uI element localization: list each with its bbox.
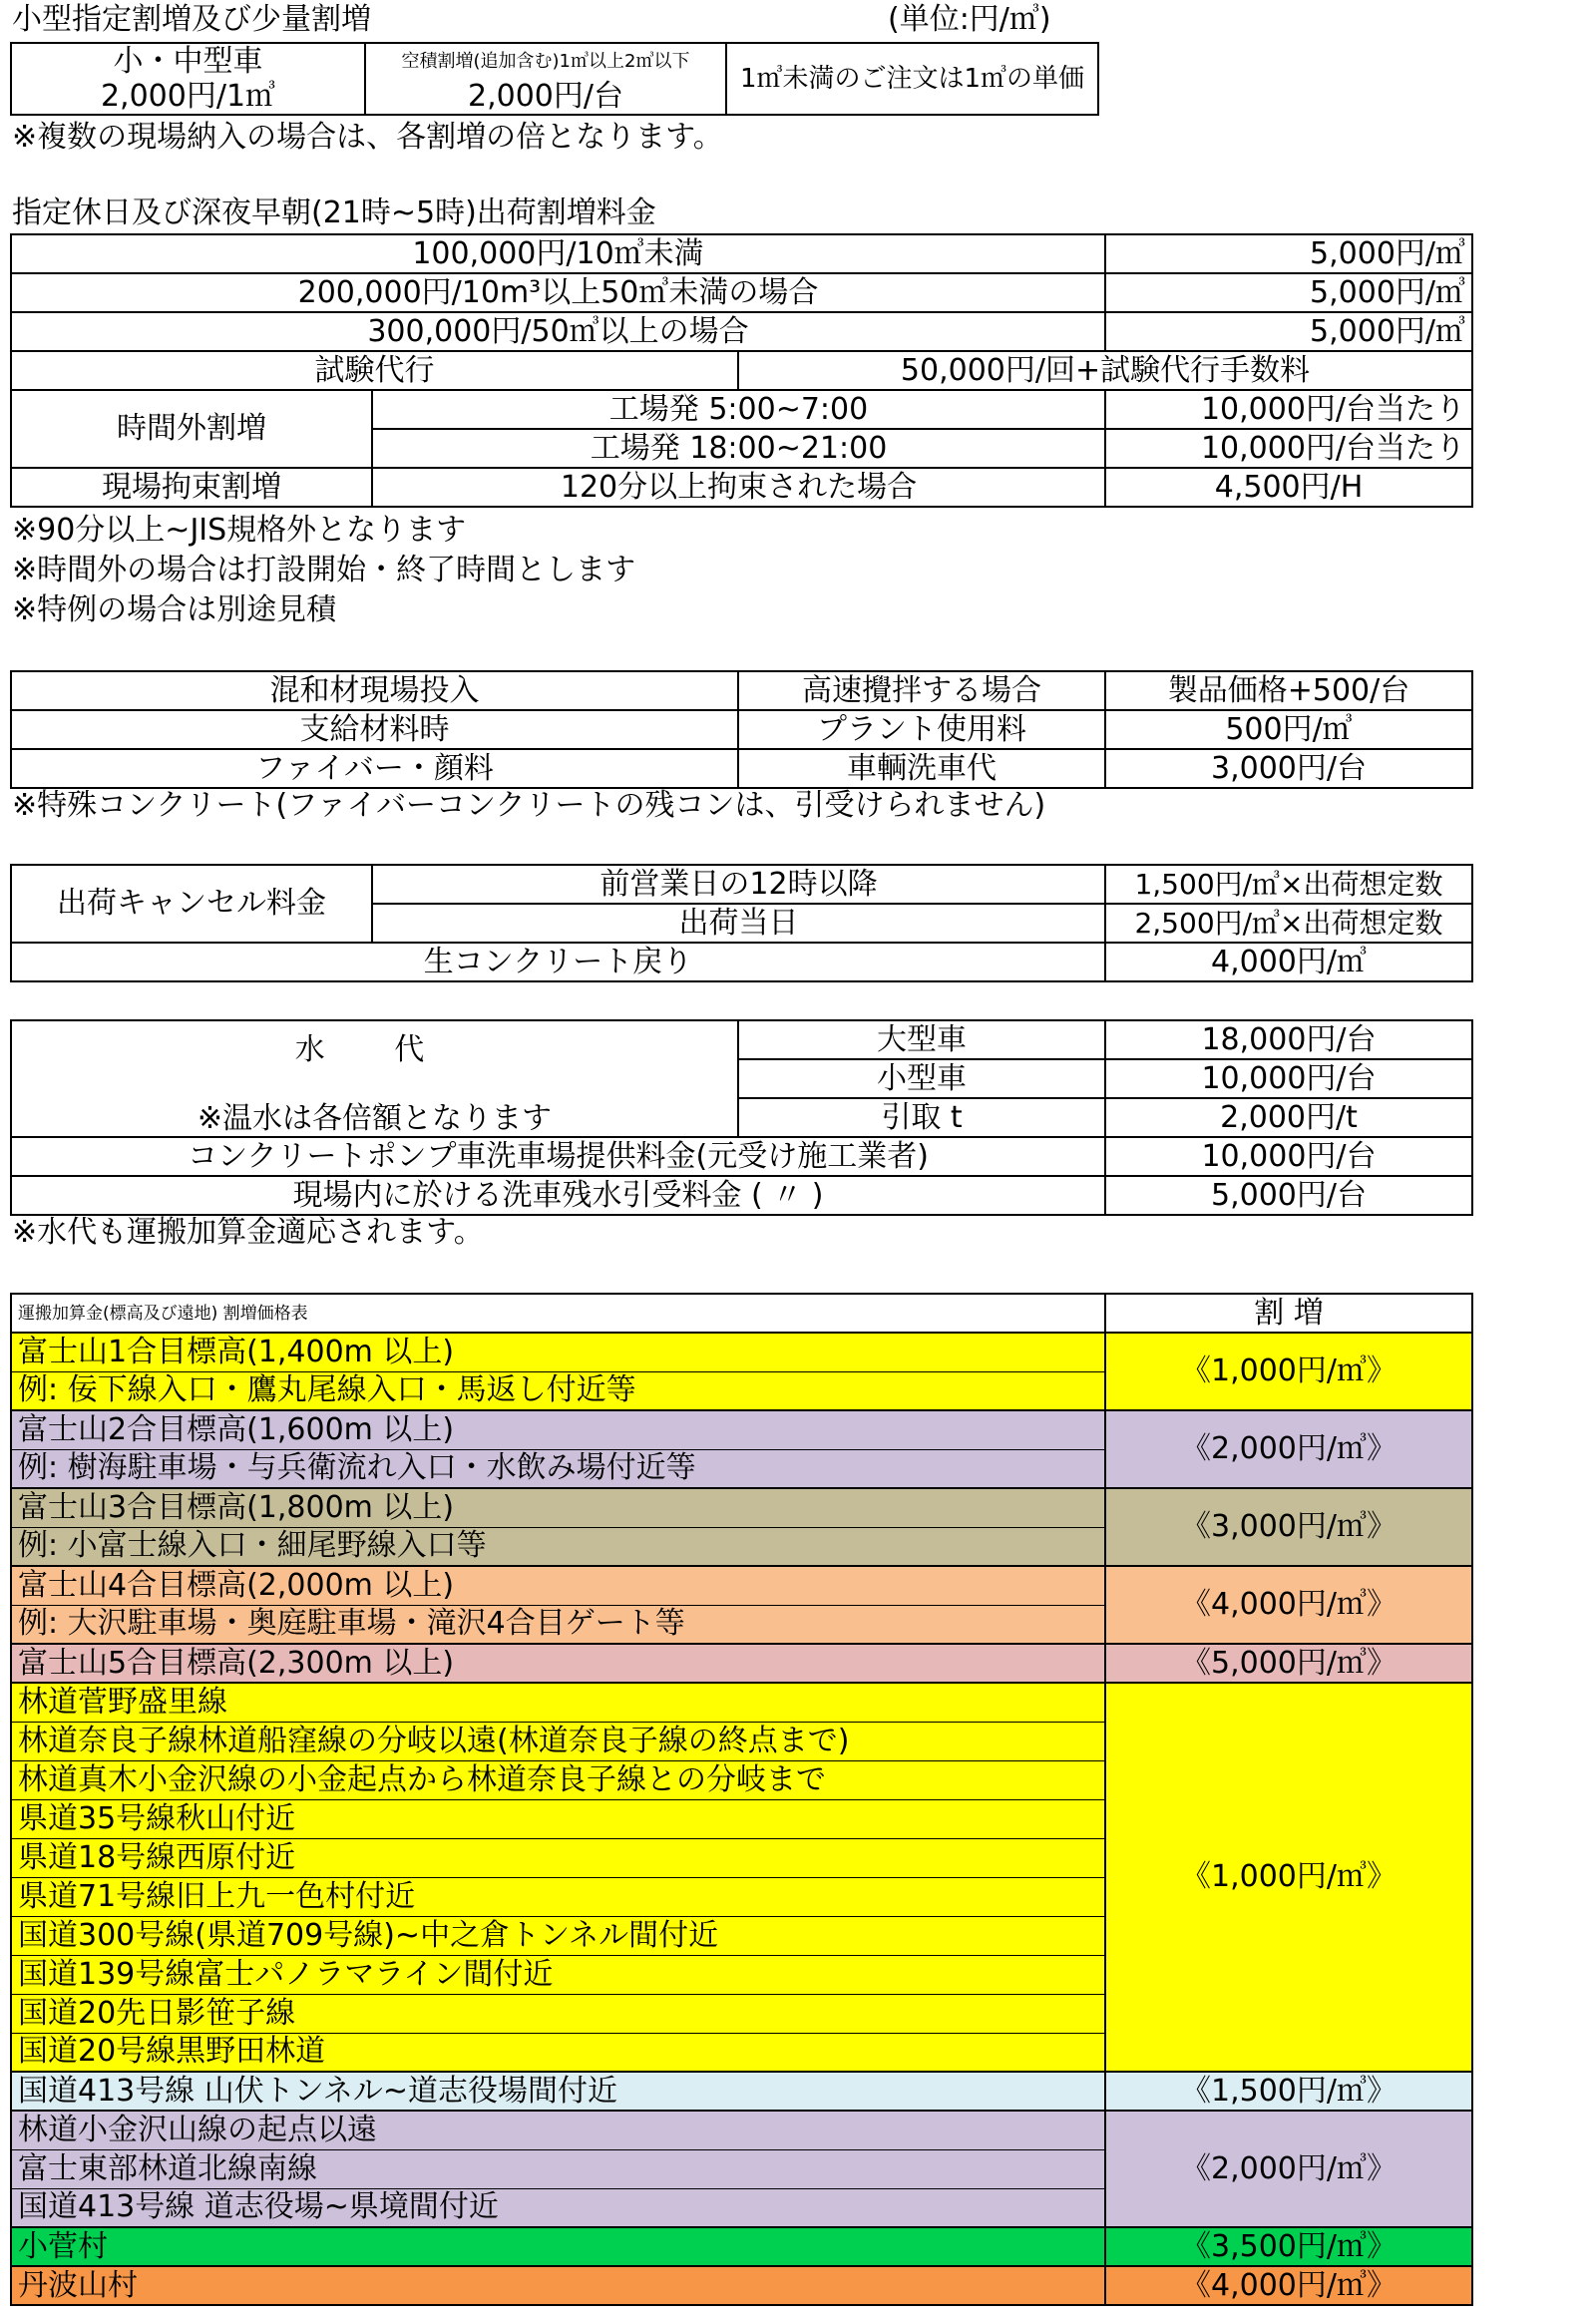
water-row-price: 10,000円/台: [1105, 1059, 1472, 1098]
test-label: 試験代行: [11, 351, 738, 390]
altitude-area: 国道300号線(県道709号線)~中之倉トンネル間付近: [11, 1916, 1105, 1955]
altitude-area: 国道20先日影笹子線: [11, 1994, 1105, 2033]
water-label: 水 代: [294, 1032, 455, 1067]
pump-label: コンクリートポンプ車洗車場提供料金(元受け施工業者): [11, 1137, 1105, 1176]
cancel-row-label: 前営業日の12時以降: [372, 865, 1105, 904]
altitude-area: 例: 小富士線入口・細尾野線入口等: [11, 1527, 1105, 1566]
altitude-price: 《2,000円/㎥》: [1105, 1410, 1472, 1488]
material-condition: 高速攪拌する場合: [738, 671, 1105, 710]
holiday-title: 指定休日及び深夜早朝(21時~5時)出荷割増料金: [12, 195, 656, 230]
water-table: [10, 1019, 1473, 1216]
overtime-label: 時間外割増: [11, 390, 372, 468]
altitude-area: 富士山3合目標高(1,800m 以上): [11, 1488, 1105, 1527]
holiday-row-label: 100,000円/10㎥未満: [11, 234, 1105, 273]
small-col1-val: 2,000円/1㎥: [11, 79, 365, 115]
altitude-area: 林道奈良子線林道船窪線の分岐以遠(林道奈良子線の終点まで): [11, 1722, 1105, 1760]
cancel-label: 出荷キャンセル料金: [11, 865, 372, 943]
small-col3: 1㎥未満のご注文は1㎥の単価: [726, 43, 1098, 115]
altitude-area: 林道小金沢山線の起点以遠: [11, 2111, 1105, 2149]
altitude-row: [11, 2072, 1472, 2111]
materials-table: [10, 670, 1473, 789]
altitude-area: 例: 佞下線入口・鷹丸尾線入口・馬返し付近等: [11, 1371, 1105, 1410]
altitude-price: 《1,000円/㎥》: [1105, 1333, 1472, 1410]
site-cond: 120分以上拘束された場合: [372, 468, 1105, 507]
altitude-area: 県道35号線秋山付近: [11, 1799, 1105, 1838]
water-note-in: ※温水は各倍額となります: [197, 1101, 553, 1136]
altitude-price: 《1,000円/㎥》: [1105, 1683, 1472, 2072]
holiday-table: [10, 233, 1473, 508]
altitude-price: 《3,000円/㎥》: [1105, 1488, 1472, 1566]
small-note: ※複数の現場納入の場合は、各割増の倍となります。: [12, 120, 723, 155]
altitude-area: 国道413号線 山伏トンネル~道志役場間付近: [11, 2072, 1105, 2111]
holiday-row-price: 5,000円/㎥: [1105, 234, 1472, 273]
altitude-area: 林道菅野盛里線: [11, 1683, 1105, 1722]
altitude-price: 《4,000円/㎥》: [1105, 1566, 1472, 1644]
wash-price: 5,000円/台: [1105, 1176, 1472, 1215]
altitude-row: [11, 1683, 1472, 1722]
altitude-body: [11, 1333, 1472, 2305]
water-row-label: 大型車: [738, 1020, 1105, 1059]
cancel-row-price: 2,500円/㎥×出荷想定数: [1105, 904, 1472, 943]
material-price: 製品価格+500/台: [1105, 671, 1472, 710]
holiday-row-price: 5,000円/㎥: [1105, 312, 1472, 351]
material-name: 支給材料時: [11, 710, 738, 749]
altitude-price: 《4,000円/㎥》: [1105, 2266, 1472, 2305]
altitude-row: [11, 2227, 1472, 2266]
altitude-header-price: 割 増: [1105, 1294, 1472, 1333]
altitude-price: 《5,000円/㎥》: [1105, 1644, 1472, 1683]
cancel-table: [10, 864, 1473, 982]
material-condition: プラント使用料: [738, 710, 1105, 749]
material-condition: 車輌洗車代: [738, 749, 1105, 788]
altitude-row: [11, 1333, 1472, 1371]
small-title: 小型指定割増及び少量割増: [12, 2, 371, 37]
holiday-row-label: 200,000円/10m³以上50㎥未満の場合: [11, 273, 1105, 312]
altitude-area: 富士山5合目標高(2,300m 以上): [11, 1644, 1105, 1683]
altitude-row: [11, 1410, 1472, 1449]
altitude-row: [11, 2266, 1472, 2305]
small-col1-head: 小・中型車: [11, 43, 365, 79]
altitude-table: [10, 1293, 1473, 2306]
return-label: 生コンクリート戻り: [11, 943, 1105, 981]
material-price: 3,000円/台: [1105, 749, 1472, 788]
small-col2-val: 2,000円/台: [365, 79, 726, 115]
return-price: 4,000円/㎥: [1105, 943, 1472, 981]
test-price: 50,000円/回+試験代行手数料: [738, 351, 1472, 390]
altitude-area: 国道413号線 道志役場~県境間付近: [11, 2188, 1105, 2227]
material-price: 500円/㎥: [1105, 710, 1472, 749]
materials-note: ※特殊コンクリート(ファイバーコンクリートの残コンは、引受けられません): [12, 788, 1046, 823]
altitude-area: 国道139号線富士パノラマライン間付近: [11, 1955, 1105, 1994]
overtime-row-label: 工場発 18:00~21:00: [372, 429, 1105, 468]
overtime-row-price: 10,000円/台当たり: [1105, 429, 1472, 468]
altitude-price: 《3,500円/㎥》: [1105, 2227, 1472, 2266]
material-name: 混和材現場投入: [11, 671, 738, 710]
altitude-area: 小菅村: [11, 2227, 1105, 2266]
water-note: ※水代も運搬加算金適応されます。: [12, 1215, 484, 1250]
altitude-price: 《2,000円/㎥》: [1105, 2111, 1472, 2227]
holiday-note: ※90分以上~JIS規格外となります: [12, 513, 467, 548]
holiday-row-label: 300,000円/50㎥以上の場合: [11, 312, 1105, 351]
water-row-price: 18,000円/台: [1105, 1020, 1472, 1059]
water-label-cell: [11, 1020, 738, 1137]
altitude-price: 《1,500円/㎥》: [1105, 2072, 1472, 2111]
unit-label: (単位:円/㎥): [888, 2, 1051, 37]
altitude-area: 丹波山村: [11, 2266, 1105, 2305]
wash-label: 現場内に於ける洗車残水引受料金 ( 〃 ): [11, 1176, 1105, 1215]
altitude-area: 林道真木小金沢線の小金起点から林道奈良子線との分岐まで: [11, 1760, 1105, 1799]
cancel-row-price: 1,500円/㎥×出荷想定数: [1105, 865, 1472, 904]
holiday-note: ※特例の場合は別途見積: [12, 592, 337, 627]
altitude-area: 国道20号線黒野田林道: [11, 2033, 1105, 2072]
water-row-label: 引取 t: [738, 1098, 1105, 1137]
altitude-row: [11, 2111, 1472, 2149]
holiday-row-price: 5,000円/㎥: [1105, 273, 1472, 312]
holiday-note: ※時間外の場合は打設開始・終了時間とします: [12, 553, 636, 587]
small-surcharge-table: [10, 42, 1099, 116]
site-label: 現場拘束割増: [11, 468, 372, 507]
cancel-row-label: 出荷当日: [372, 904, 1105, 943]
altitude-row: [11, 1644, 1472, 1683]
altitude-row: [11, 1488, 1472, 1527]
overtime-row-price: 10,000円/台当たり: [1105, 390, 1472, 429]
site-price: 4,500円/H: [1105, 468, 1472, 507]
altitude-area: 例: 樹海駐車場・与兵衛流れ入口・水飲み場付近等: [11, 1449, 1105, 1488]
altitude-area: 富士山2合目標高(1,600m 以上): [11, 1410, 1105, 1449]
water-row-label: 小型車: [738, 1059, 1105, 1098]
pump-price: 10,000円/台: [1105, 1137, 1472, 1176]
altitude-area: 県道18号線西原付近: [11, 1838, 1105, 1877]
altitude-area: 富士東部林道北線南線: [11, 2149, 1105, 2188]
material-name: ファイバー・顔料: [11, 749, 738, 788]
water-row-price: 2,000円/t: [1105, 1098, 1472, 1137]
small-col2-head: 空積割増(追加含む)1㎥以上2㎥以下: [365, 43, 726, 79]
altitude-area: 例: 大沢駐車場・奥庭駐車場・滝沢4合目ゲート等: [11, 1605, 1105, 1644]
altitude-area: 県道71号線旧上九一色村付近: [11, 1877, 1105, 1916]
altitude-row: [11, 1566, 1472, 1605]
altitude-area: 富士山1合目標高(1,400m 以上): [11, 1333, 1105, 1371]
overtime-row-label: 工場発 5:00~7:00: [372, 390, 1105, 429]
altitude-header-label: 運搬加算金(標高及び遠地) 割増価格表: [11, 1294, 1105, 1333]
altitude-area: 富士山4合目標高(2,000m 以上): [11, 1566, 1105, 1605]
